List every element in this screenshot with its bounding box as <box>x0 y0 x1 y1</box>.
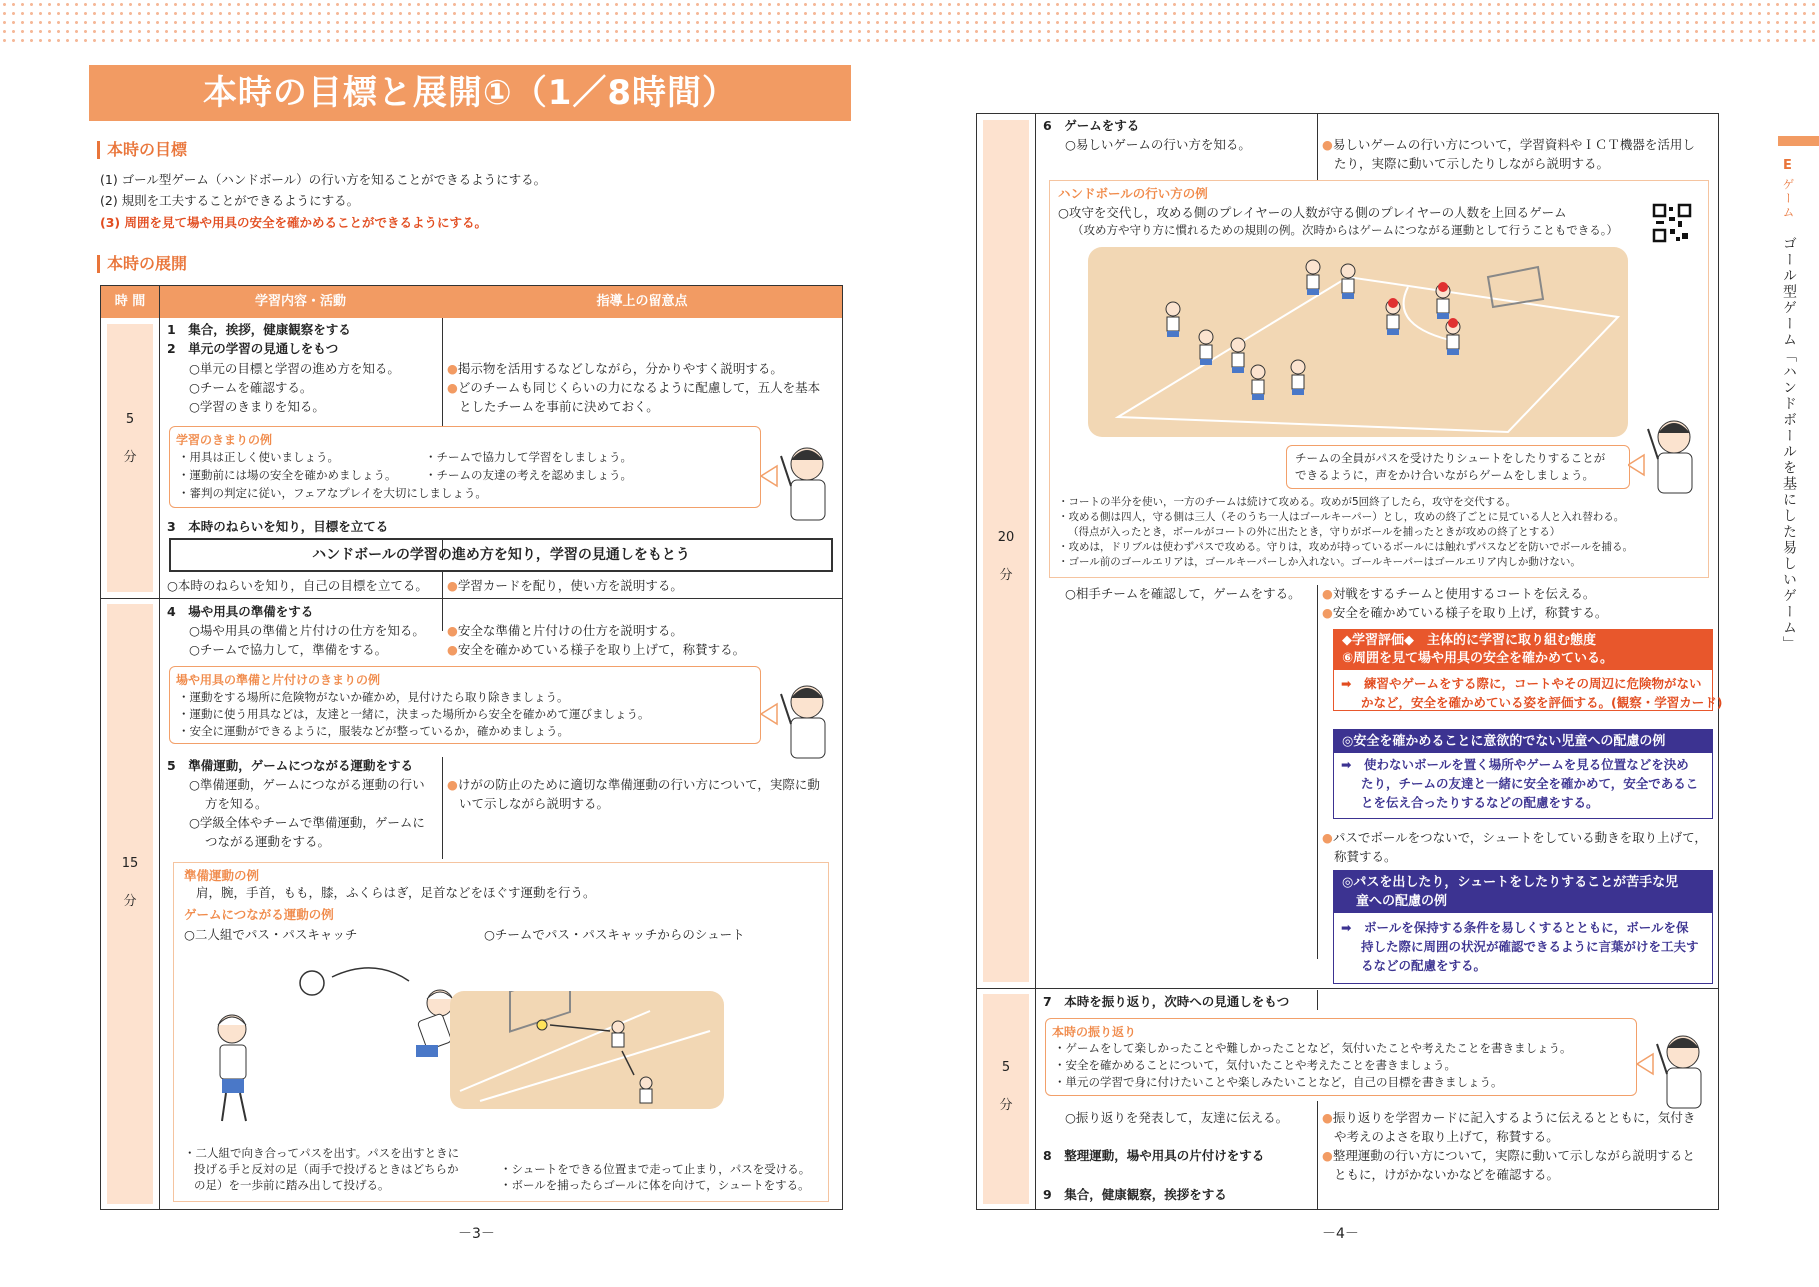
step-2: 2 単元の学習の見通しをもつ <box>167 341 339 356</box>
step-9: 9 集合，健康観察，挨拶をする <box>1043 1187 1227 1202</box>
header-time: 時 間 <box>114 294 146 309</box>
qr-code-icon <box>1652 203 1692 243</box>
game-court <box>1088 247 1628 437</box>
time-cell-1 <box>107 324 153 592</box>
game-speech-2: できるように，声をかけ合いながらゲームをしましょう。 <box>1295 468 1594 482</box>
note-2-c2: いて示しながら説明する。 <box>459 796 610 811</box>
evaluation-criterion: ⑥周囲を見て場や用具の安全を確かめている。 <box>1342 651 1614 666</box>
note-8-a2: ともに，けがかないかなどを確認する。 <box>1334 1167 1560 1182</box>
pass-catch-illustration <box>184 963 454 1133</box>
note-6-d: ●パスでボールをつないで，シュートをしている動きを取り上げて， <box>1322 830 1707 845</box>
step-5-a: ○準備運動，ゲームにつながる運動の行い <box>189 777 425 792</box>
shoot-drill-court <box>450 991 724 1109</box>
game-rule-2: ・攻める側は四人，守る側は三人（そのうち一人はゴールキーパー）とし，攻めの終了ごとに見ている人と入れ替わる。 <box>1058 511 1625 523</box>
note-1-b2: としたチームを事前に決めておく。 <box>459 399 659 414</box>
warmup-heading: 準備運動の例 <box>184 868 260 883</box>
objectives-heading: 本時の目標 <box>97 141 187 159</box>
care-box-2-body-2: 持した際に周囲の状況が確認できるように言葉がけを工夫す <box>1361 939 1699 954</box>
step-4-a: ○場や用具の準備と片付けの仕方を知る。 <box>189 623 425 638</box>
rule-5: ・審判の判定に従い，フェアなプレイを大切にしましょう。 <box>178 486 487 500</box>
care-box-1-body-2: たり，チームの友達と一緒に安全を確かめて，安全であるこ <box>1361 776 1699 791</box>
note-6-b: ●対戦をするチームと使用するコートを伝える。 <box>1322 586 1596 601</box>
time-2-unit: 分 <box>123 894 137 909</box>
time-2-num: 15 <box>121 856 139 871</box>
note-6-d2: 称賛する。 <box>1334 849 1397 864</box>
care-box-2-header-1: ◎パスを出したり，シュートをしたりすることが苦手な児 <box>1342 875 1679 890</box>
game-sub: （攻め方や守り方に慣れるための規則の例。次時からはゲームにつながる運動として行うこともできる。） <box>1072 223 1619 237</box>
header-notes: 指導上の留意点 <box>596 294 688 309</box>
header-dot-pattern <box>0 0 1819 46</box>
step-5-b: ○学級全体やチームで準備運動，ゲームに <box>189 815 425 830</box>
note-6-c: ●安全を確かめている様子を取り上げ，称賛する。 <box>1322 605 1608 620</box>
note-7-a: ●振り返りを学習カードに記入するように伝えるとともに，気付き <box>1322 1110 1696 1125</box>
rule-3: ・運動前には場の安全を確かめましょう。 <box>178 468 397 482</box>
page-title: 本時の目標と展開①（1／8時間） <box>89 65 851 121</box>
note-6-a2: たり，実際に動いて示したりしながら説明する。 <box>1334 156 1610 171</box>
prep-rule-1: ・運動をする場所に危険物がないか確かめ，見付けたら取り除きましょう。 <box>178 690 569 704</box>
note-1-c: ●学習カードを配り，使い方を説明する。 <box>447 578 683 593</box>
game-rule-3: （得点が入ったとき，ボールがコートの外に出たとき，守りがボールを捕ったときが攻めの終了とする） <box>1068 526 1561 538</box>
step-5-a2: 方を知る。 <box>205 796 268 811</box>
step-2-a: ○単元の目標と学習の進め方を知る。 <box>189 361 400 376</box>
time-4-num: 5 <box>1001 1060 1011 1075</box>
time-1-num: 5 <box>125 412 135 427</box>
step-5-b2: つながる運動をする。 <box>205 834 331 849</box>
review-3: ・単元の学習で身に付けたいことや楽しみたいことなど，自己の目標を書きましょう。 <box>1054 1075 1503 1089</box>
time-3-unit: 分 <box>999 568 1013 583</box>
aim-box: ハンドボールの学習の進め方を知り，学習の見通しをもとう <box>169 538 833 572</box>
care-box-1-body-1: ➡ 使わないボールを置く場所やゲームを見る位置などを決め <box>1341 757 1689 772</box>
drill-2: ○チームでパス・パスキャッチからのシュート <box>484 927 745 942</box>
header-content: 学習内容・活動 <box>254 294 346 309</box>
note-2-b: ●安全を確かめている様子を取り上げて，称賛する。 <box>447 642 746 657</box>
drill-1-caption-2: 投げる手と反対の足（両手で投げるときはどちらか <box>194 1162 459 1176</box>
step-5: 5 準備運動，ゲームにつながる運動をする <box>167 758 413 773</box>
step-6-a: ○易しいゲームの行い方を知る。 <box>1065 137 1251 152</box>
rules-box-heading: 学習のきまりの例 <box>176 433 273 447</box>
note-6-a: ●易しいゲームの行い方について，学習資料やＩＣＴ機器を活用し <box>1322 137 1695 152</box>
game-box-heading: ハンドボールの行い方の例 <box>1058 186 1208 201</box>
time-3-num: 20 <box>997 530 1015 545</box>
development-heading: 本時の展開 <box>97 255 187 273</box>
note-2-a: ●安全な準備と片付けの仕方を説明する。 <box>447 623 683 638</box>
game-speech-box <box>1286 445 1630 489</box>
objective-2: (2) 規則を工夫することができるようにする。 <box>100 193 360 208</box>
sidebar-title: ゴール型ゲーム「ハンドボールを基にした易しいゲーム」 <box>1781 236 1797 652</box>
objective-1: (1) ゴール型ゲーム（ハンドボール）の行い方を知ることができるようにする。 <box>100 172 547 187</box>
game-box <box>1049 180 1709 578</box>
game-drill-heading: ゲームにつながる運動の例 <box>184 907 334 922</box>
development-table-left <box>100 285 843 1210</box>
step-4-b: ○チームで協力して，準備をする。 <box>189 642 388 657</box>
care-box-1-header: ◎安全を確かめることに意欲的でない児童への配慮の例 <box>1334 730 1712 753</box>
drill-2-caption-1: ・シュートをできる位置まで走って止まり，パスを受ける。 <box>500 1162 811 1176</box>
teacher-illustration-3 <box>1628 409 1708 499</box>
review-1: ・ゲームをして楽しかったことや難しかったことなど，気付いたことや考えたことを書きましょう。 <box>1054 1041 1572 1055</box>
step-3-a: ○本時のねらいを知り，自己の目標を立てる。 <box>167 578 428 593</box>
sidebar-accent-bar <box>1778 136 1819 146</box>
sidebar-letter: E <box>1783 158 1792 173</box>
rule-2: ・チームで協力して学習をしましょう。 <box>425 450 632 464</box>
table-header <box>101 286 842 318</box>
prep-box-heading: 場や用具の準備と片付けのきまりの例 <box>176 673 381 687</box>
development-table-right <box>976 113 1723 1210</box>
warmup-box <box>173 862 829 1202</box>
drill-1-caption-1: ・二人組で向き合ってパスを出す。パスを出すときに <box>184 1146 460 1160</box>
game-rule-1: ・コートの半分を使い，一方のチームは続けて攻める。攻めが5回終了したら，攻守を交代する。 <box>1058 496 1517 508</box>
step-8: 8 整理運動，場や用具の片付けをする <box>1043 1148 1265 1163</box>
evaluation-title: ◆学習評価◆ 主体的に学習に取り組む態度 <box>1342 633 1596 648</box>
game-rule-5: ・ゴール前のゴールエリアは，ゴールキーパーしか入れない。ゴールキーパーはゴールエリア内しか動けない。 <box>1058 556 1581 568</box>
step-3: 3 本時のねらいを知り，目標を立てる <box>167 519 389 534</box>
prep-rules-box <box>169 666 761 744</box>
prep-rule-3: ・安全に運動ができるように，服装などが整っているか，確かめましょう。 <box>178 724 569 738</box>
review-box-heading: 本時の振り返り <box>1052 1025 1137 1039</box>
game-court-illustration <box>1088 247 1628 437</box>
teacher-illustration-1 <box>761 436 841 526</box>
care-box-2-body-1: ➡ ボールを保持する条件を易しくするとともに，ボールを保 <box>1341 920 1689 935</box>
step-2-c: ○学習のきまりを知る。 <box>189 399 325 414</box>
teacher-illustration-4 <box>1637 1024 1717 1114</box>
evaluation-box-header <box>1334 630 1712 670</box>
rules-box <box>169 426 761 508</box>
note-8-a: ●整理運動の行い方について，実際に動いて示しながら説明すると <box>1322 1148 1695 1163</box>
step-6-b: ○相手チームを確認して，ゲームをする。 <box>1065 586 1301 601</box>
evaluation-body-1: ➡ 練習やゲームをする際に，コートやその周辺に危険物がない <box>1341 676 1702 691</box>
drill-1: ○二人組でパス・パスキャッチ <box>184 927 358 942</box>
step-7: 7 本時を振り返り，次時への見通しをもつ <box>1043 994 1290 1009</box>
game-speech-1: チームの全員がパスを受けたりシュートをしたりすることが <box>1295 451 1606 465</box>
step-7-a: ○振り返りを発表して，友達に伝える。 <box>1065 1110 1289 1125</box>
evaluation-body-2: かなど，安全を確かめている姿を評価する。(観察・学習カード) <box>1361 695 1723 710</box>
step-2-b: ○チームを確認する。 <box>189 380 313 395</box>
rule-1: ・用具は正しく使いましょう。 <box>178 450 339 464</box>
note-1-a: ●掲示物を活用するなどしながら，分かりやすく説明する。 <box>447 361 783 376</box>
review-2: ・安全を確かめることについて，気付いたことや考えたことを書きましょう。 <box>1054 1058 1457 1072</box>
time-cell-3 <box>983 120 1029 982</box>
step-1: 1 集合，挨拶，健康観察をする <box>167 322 351 337</box>
care-box-2-header-2: 童への配慮の例 <box>1356 894 1448 909</box>
note-7-a2: や考えのよさを取り上げて，称賛する。 <box>1334 1129 1559 1144</box>
prep-rule-2: ・運動に使う用具などは，友達と一緒に，決まった場所から安全を確かめて運びましょう。 <box>178 707 650 721</box>
game-rule-4: ・攻めは，ドリブルは使わずパスで攻める。守りは，攻めが持っているボールには触れずパスなどを防いでボールを捕る。 <box>1058 541 1633 553</box>
time-1-unit: 分 <box>123 450 137 465</box>
objective-3: (3) 周囲を見て場や用具の安全を確かめることができるようにする。 <box>100 215 487 230</box>
step-6: 6 ゲームをする <box>1043 118 1140 133</box>
note-1-b: ●どのチームも同じくらいの力になるように配慮して，五人を基本 <box>447 380 821 395</box>
care-box-1-body-3: とを伝え合ったりするなどの配慮をする。 <box>1361 795 1599 810</box>
step-4: 4 場や用具の準備をする <box>167 604 314 619</box>
time-4-unit: 分 <box>999 1098 1013 1113</box>
warmup-body: 肩，腕，手首，もも，膝，ふくらはぎ，足首などをほぐす運動を行う。 <box>196 885 596 900</box>
time-cell-4 <box>983 994 1029 1204</box>
teacher-illustration-2 <box>761 674 841 764</box>
page-number-right: －4－ <box>1322 1226 1359 1242</box>
drill-1-caption-3: の足）を一歩前に踏み出して投げる。 <box>194 1178 390 1192</box>
review-box <box>1045 1018 1637 1096</box>
note-2-c: ●けがの防止のために適切な準備運動の行い方について，実際に動 <box>447 777 820 792</box>
time-cell-2 <box>107 604 153 1204</box>
sidebar-category: ゲーム <box>1781 178 1795 220</box>
shoot-drill-illustration <box>450 991 724 1109</box>
rule-4: ・チームの友達の考えを認めましょう。 <box>425 468 632 482</box>
drill-2-caption-2: ・ボールを捕ったらゴールに体を向けて，シュートをする。 <box>500 1178 810 1192</box>
game-desc: ○攻守を交代し，攻める側のプレイヤーの人数が守る側のプレイヤーの人数を上回るゲーム <box>1058 205 1567 220</box>
page-number-left: －3－ <box>458 1226 495 1242</box>
care-box-2-header <box>1334 871 1712 913</box>
care-box-2-body-3: るなどの配慮をする。 <box>1361 958 1487 973</box>
